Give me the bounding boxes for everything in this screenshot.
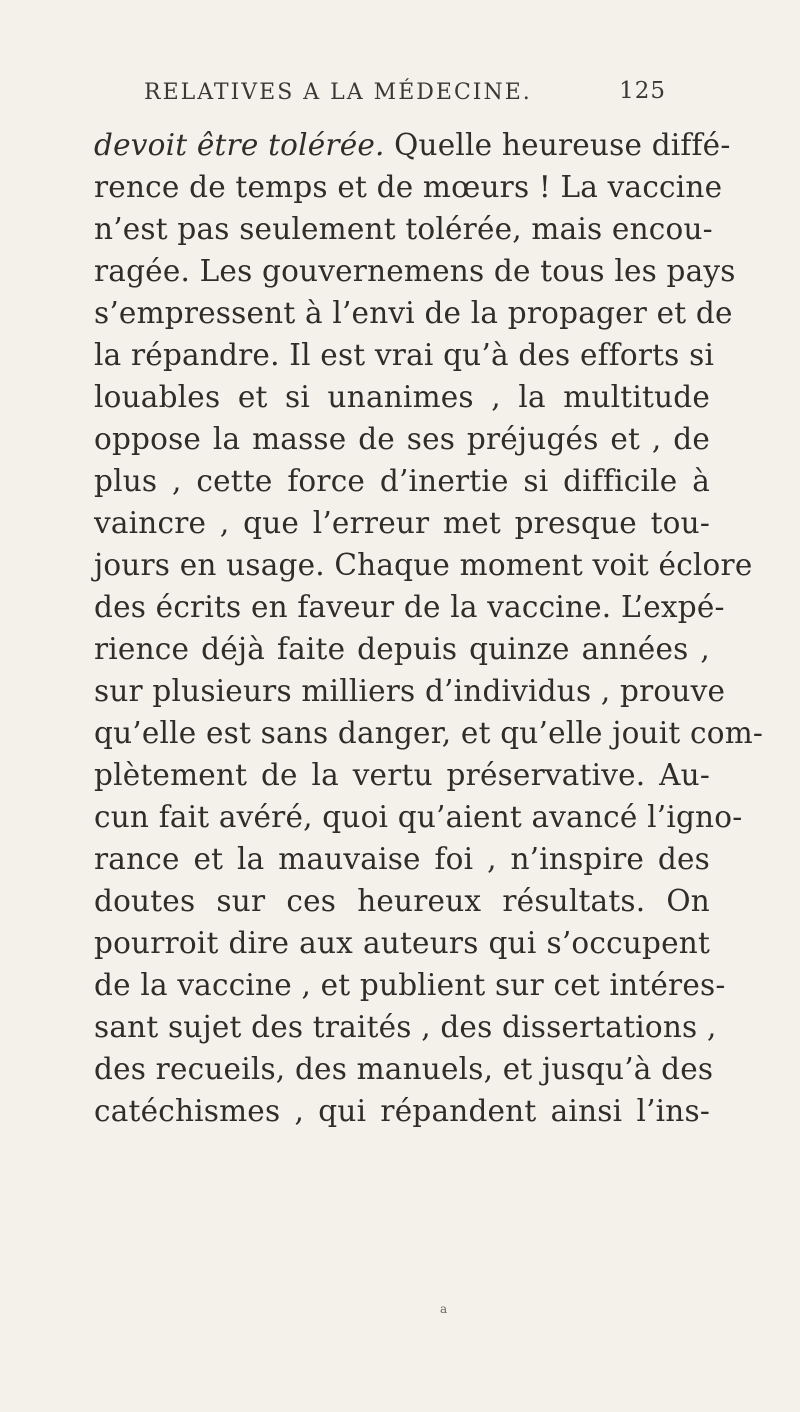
text-line: doutes sur ces heureux résultats. On: [94, 884, 710, 918]
page-number: 125: [619, 78, 666, 104]
text-line: s’empressent à l’envi de la propager et de: [94, 296, 733, 330]
text-line: des recueils, des manuels, et jusqu’à des: [94, 1052, 714, 1086]
text-line: de la vaccine , et publient sur cet intéres-: [94, 968, 726, 1002]
text-line: des écrits en faveur de la vaccine. L’expé-: [94, 590, 725, 624]
text-line: plètement de la vertu préservative. Au-: [94, 758, 710, 792]
text-line: la répandre. Il est vrai qu’à des efforts si: [94, 338, 715, 372]
text-line: jours en usage. Chaque moment voit éclore: [94, 548, 753, 582]
text-line: oppose la masse de ses préjugés et , de: [94, 422, 710, 456]
text-line: sant sujet des traités , des dissertations ,: [94, 1010, 717, 1044]
text-line: plus , cette force d’inertie si difficile à: [94, 464, 710, 498]
text-line: rance et la mauvaise foi , n’inspire des: [94, 842, 710, 876]
body-text: [94, 124, 764, 1132]
text-line: ragée. Les gouvernemens de tous les pays: [94, 254, 736, 288]
text-line: rience déjà faite depuis quinze années ,: [94, 632, 710, 666]
text-line: catéchismes , qui répandent ainsi l’ins-: [94, 1094, 710, 1128]
text-line: devoit être tolérée. Quelle heureuse diffé-: [94, 128, 731, 162]
text-line: vaincre , que l’erreur met presque tou-: [94, 506, 710, 540]
text-line: rence de temps et de mœurs ! La vaccine: [94, 170, 723, 204]
text-line: sur plusieurs milliers d’individus , prouve: [94, 674, 726, 708]
page-header: [140, 78, 666, 114]
running-title: RELATIVES A LA MÉDECINE.: [144, 80, 532, 105]
text-line: n’est pas seulement tolérée, mais encou-: [94, 212, 713, 246]
text-line: qu’elle est sans danger, et qu’elle jouit com-: [94, 716, 764, 750]
italic-phrase: devoit être tolérée.: [94, 128, 385, 162]
text-line: louables et si unanimes , la multitude: [94, 380, 710, 414]
text-line: cun fait avéré, quoi qu’aient avancé l’igno-: [94, 800, 743, 834]
text-line: pourroit dire aux auteurs qui s’occupent: [94, 926, 710, 960]
signature-mark: a: [440, 1302, 448, 1316]
